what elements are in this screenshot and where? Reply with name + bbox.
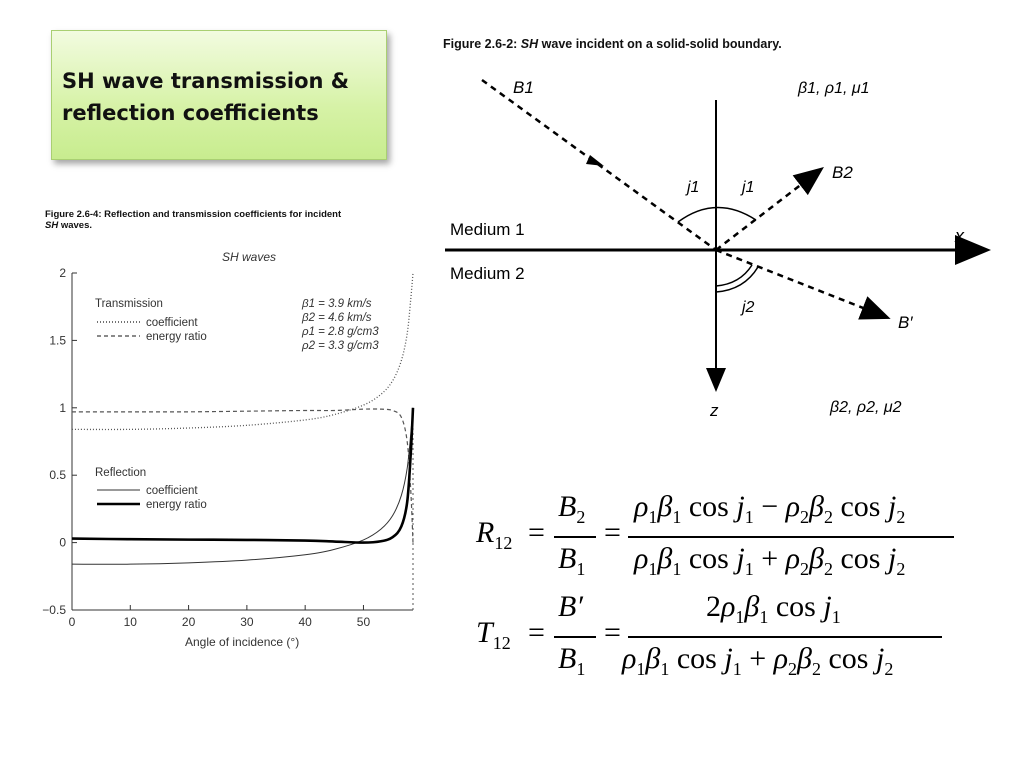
slide-title: SH wave transmission & reflection coefficients (62, 69, 350, 125)
x-axis-label: Angle of incidence (°) (185, 635, 300, 649)
eq-t12-num1: B′ (558, 590, 583, 623)
label-j1-left: j1 (687, 179, 700, 196)
eq-t12-den2: $\rho_1\beta_1$ $\cos j_1 + \rho_2\beta_2$ $\cos j_2$ (622, 642, 894, 679)
x-tick-label: 20 (181, 615, 196, 629)
incident-arrowhead (586, 155, 604, 166)
y-tick-label: 2 (59, 266, 66, 280)
angle-arc-j2-inner (716, 265, 752, 286)
label-b1: B1 (513, 78, 534, 97)
eq-r12-num2: $\rho_1\beta_1$ $\cos j_1 - \rho_2\beta_2$ $\cos j_2$ (634, 490, 906, 527)
x-tick-label: 0 (68, 615, 76, 629)
eq-r12-den1: $B_1$ (558, 542, 586, 579)
y-tick-label: 0 (59, 535, 66, 550)
param-beta1: β1 = 3.9 km/s (302, 298, 372, 310)
x-tick-label: 30 (240, 615, 254, 629)
eq-t12-eq1: = (528, 616, 545, 649)
label-b2: B2 (832, 163, 853, 182)
caption-rest: wave incident on a solid-solid boundary. (538, 37, 782, 51)
legend-transmission-coefficient: coefficient (146, 317, 198, 329)
label-j1-right: j1 (742, 179, 755, 196)
label-x: x (955, 226, 964, 246)
label-z: z (710, 401, 719, 420)
y-tick-label: 1.5 (49, 333, 66, 348)
equation-r12 (472, 492, 962, 587)
label-params-bottom: β2, ρ2, μ2 (830, 399, 902, 416)
eq-t12-fracline1 (554, 636, 596, 638)
x-tick-label: 50 (356, 615, 371, 629)
eq-r12-eq1: = (528, 516, 545, 549)
legend-transmission-header: Transmission (95, 298, 163, 310)
coefficient-chart (40, 245, 420, 665)
eq-t12-lhs: $T_{12}$ (476, 616, 511, 653)
reflected-ray-b2 (716, 170, 820, 250)
eq-r12-fracline1 (554, 536, 596, 538)
label-params-top: β1, ρ1, μ1 (798, 80, 870, 97)
caption-left-line1: Figure 2.6-4: Reflection and transmission coefficients for incident (45, 209, 342, 220)
slide-title-box (51, 30, 387, 160)
label-bprime: B′ (898, 313, 913, 332)
caption-left-rest: waves. (58, 220, 93, 231)
legend-reflection-energy: energy ratio (146, 499, 207, 511)
chart-title: SH waves (222, 250, 277, 264)
eq-t12-den1: $B_1$ (558, 642, 586, 679)
y-tick-label: 1 (59, 400, 66, 415)
param-beta2: β2 = 4.6 km/s (302, 312, 372, 324)
x-tick-label: 10 (123, 615, 137, 629)
caption-prefix: Figure 2.6-2: (443, 37, 521, 51)
legend-reflection-header: Reflection (95, 467, 147, 479)
y-tick-label: 0.5 (49, 468, 66, 483)
x-tick-label: 40 (298, 615, 312, 629)
eq-r12-eq2: = (604, 516, 621, 549)
legend-reflection-coefficient: coefficient (146, 485, 198, 497)
boundary-diagram (440, 60, 1020, 440)
equation-t12 (472, 592, 962, 687)
eq-r12-fracline2 (628, 536, 954, 538)
label-medium2: Medium 2 (450, 264, 525, 283)
eq-r12-den2: $\rho_1\beta_1$ $\cos j_1 + \rho_2\beta_2$ $\cos j_2$ (634, 542, 906, 579)
label-j2: j2 (742, 299, 755, 316)
param-rho1: ρ1 = 2.8 g/cm3 (302, 326, 379, 338)
figure-caption-left (45, 209, 395, 231)
y-tick-label: −0.5 (42, 603, 66, 617)
eq-r12-lhs: $R_{12}$ (476, 516, 513, 553)
figure-caption-right (443, 37, 782, 51)
param-rho2: ρ2 = 3.3 g/cm3 (302, 340, 379, 352)
legend-transmission-energy: energy ratio (146, 331, 207, 343)
eq-t12-num2: $2\rho_1\beta_1$ $\cos j_1$ (706, 590, 841, 627)
caption-left-em: SH (45, 220, 59, 231)
caption-em: SH (520, 37, 539, 51)
eq-t12-fracline2 (628, 636, 942, 638)
label-medium1: Medium 1 (450, 220, 525, 239)
eq-r12-num1: $B_2$ (558, 490, 586, 527)
eq-t12-eq2: = (604, 616, 621, 649)
